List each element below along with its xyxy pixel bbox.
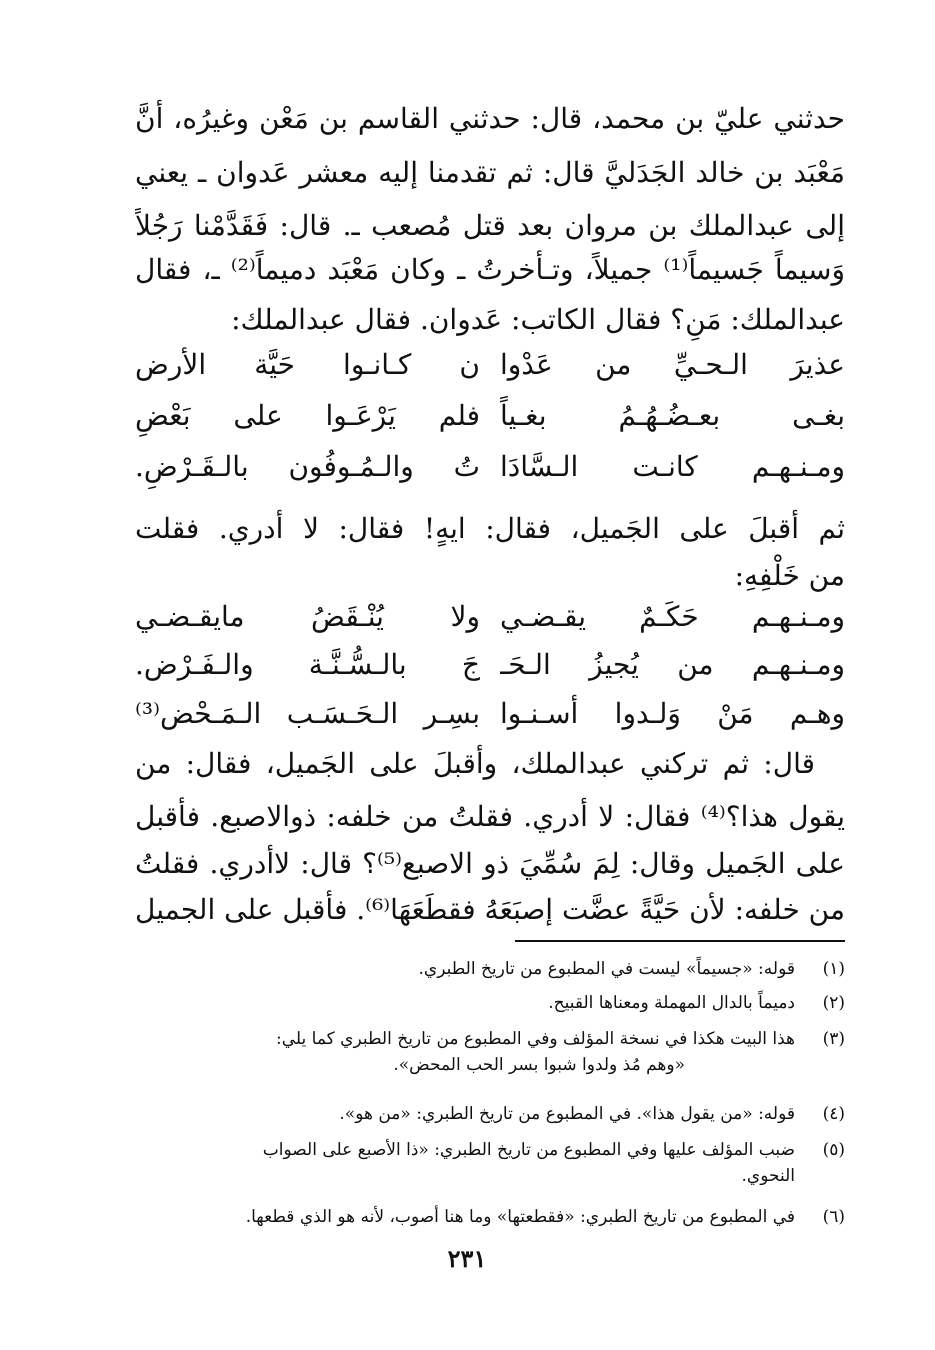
footnote — [135, 1101, 845, 1127]
verse-second-hemistich: ن كـانـوا حَيَّة الأرض — [135, 348, 480, 381]
verse-second-hemistich: جَ بالـسُّـنَّـة والـفَـرْض. — [135, 648, 480, 681]
footnote-text: ضبب المؤلف عليها وفي المطبوع من تاريخ الطبري: «ذا الأصبع على الصواب — [262, 1140, 795, 1160]
body-line: يقول هذا؟⁽⁴⁾ فقال: لا أدري. فقلتُ من خلفه: ذوالاصبع. فأقبل — [135, 800, 845, 833]
footnote-number: (٣) — [822, 1029, 845, 1049]
verse-second-hemistich: فلم يَرْعَـوا على بَعْضِ — [135, 399, 480, 432]
footnote-number: (١) — [822, 959, 845, 979]
verse-second-hemistich: تُ والـمُـوفُون بالـقَـرْضِ. — [135, 450, 480, 483]
body-line: إلى عبدالملك بن مروان بعد قتل مُصعب ـ. قال: فَقَدَّمْنا رَجُلاً — [135, 209, 845, 242]
verse-first-hemistich: ومـنـهـم حَكَـمٌ يقـضـي — [500, 600, 845, 633]
footnote — [135, 1137, 845, 1189]
footnote-number: (٦) — [822, 1207, 845, 1227]
footnote-text: هذا البيت هكذا في نسخة المؤلف وفي المطبوع من تاريخ الطبري كما يلي: — [275, 1029, 795, 1049]
footnote-number: (٤) — [822, 1104, 845, 1124]
footnote-separator — [515, 940, 845, 942]
footnote-text: قوله: «جسيماً» ليست في المطبوع من تاريخ الطبري. — [418, 959, 795, 979]
footnote-text: في المطبوع من تاريخ الطبري: «فقطعتها» وما هنا أصوب، لأنه هو الذي قطعها. — [245, 1207, 795, 1227]
body-line: من خلفه: لأن حَيَّةً عضَّت إصبَعَهُ فقطَعَهَا⁽⁶⁾. فأقبل على الجميل — [135, 893, 845, 926]
poem-verse — [135, 445, 845, 489]
body-line: حدثني عليّ بن محمد، قال: حدثني القاسم بن مَعْن وغيرُه، أنَّ — [135, 102, 845, 135]
verse-first-hemistich: بغـى بعـضُـهُـمُ بغـياً — [500, 399, 845, 432]
body-line: على الجَميل وقال: لِمَ سُمِّيَ ذو الاصبع⁽⁵⁾؟ قال: لاأدري. فقلتُ — [135, 847, 845, 880]
body-line: عبدالملك: مَنِ؟ فقال الكاتب: عَدوان. فقال عبدالملك: — [231, 303, 845, 336]
footnote-text: قوله: «من يقول هذا». في المطبوع من تاريخ الطبري: «من هو». — [339, 1104, 795, 1124]
verse-first-hemistich: وهـم مَنْ وَلـدوا أسـنـوا — [500, 697, 845, 730]
body-line: وَسيماً جَسيماً⁽¹⁾ جميلاً، وتـأخرتُ ـ وكان مَعْبَد دميماً⁽²⁾ ـ، فقال — [135, 253, 845, 286]
verse-second-hemistich: ولا يُنْـقَضُ مايقـضـي — [135, 600, 480, 633]
footnote-text-continued: النحوي. — [741, 1166, 795, 1186]
body-line: من خَلْفِهِ: — [734, 559, 845, 592]
footnote — [135, 1026, 845, 1078]
poem-verse — [135, 343, 845, 387]
verse-first-hemistich: ومـنـهـم كانـت الـسَّادَا — [500, 450, 845, 483]
poem-verse — [135, 394, 845, 438]
body-line: مَعْبَد بن خالد الجَدَليَّ قال: ثم تقدمنا إليه معشر عَدوان ـ يعني — [135, 156, 845, 189]
footnote-number: (٢) — [822, 993, 845, 1013]
body-line: ثم أقبلَ على الجَميل، فقال: ايهٍ! فقال: لا أدري. فقلت — [135, 512, 845, 545]
verse-first-hemistich: ومـنـهـم من يُجيزُ الـحَـ — [500, 648, 845, 681]
footnote — [135, 990, 845, 1016]
poem-verse — [135, 643, 845, 687]
poem-verse — [135, 595, 845, 639]
page-number: ٢٣١ — [447, 1244, 487, 1273]
verse-first-hemistich: عذيرَ الـحـيِّ من عَدْوا — [500, 348, 845, 381]
footnote — [135, 1204, 845, 1230]
body-line: قال: ثم تركني عبدالملك، وأقبلَ على الجَميل، فقال: من — [135, 747, 815, 780]
footnote-text: دميماً بالدال المهملة ومعناها القبيح. — [548, 993, 795, 1013]
footnote-number: (٥) — [822, 1140, 845, 1160]
verse-second-hemistich: بسِـر الـحَـسَـب الـمَـحْض⁽³⁾ — [135, 697, 480, 730]
poem-verse — [135, 692, 845, 736]
footnote — [135, 956, 845, 982]
footnote-text-continued: «وهم مُذ ولدوا شبوا بسر الحب المحض». — [393, 1055, 685, 1075]
